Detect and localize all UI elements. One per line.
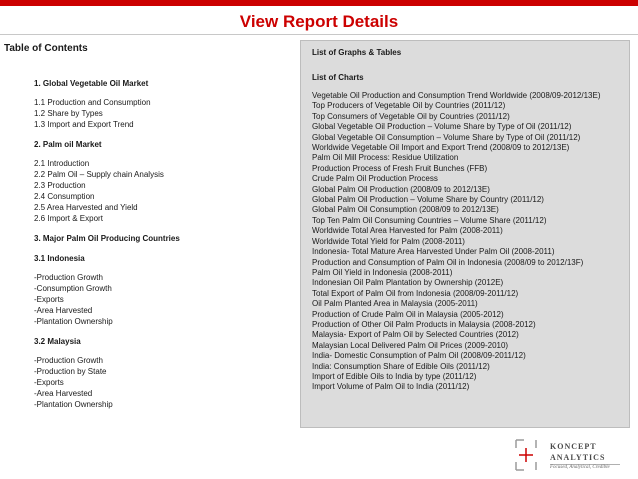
toc-section-title: 3.2 Malaysia <box>34 337 81 346</box>
chart-list-item: Production of Crude Palm Oil in Malaysia (2005-2012) <box>312 309 504 319</box>
toc-section-title: 3.1 Indonesia <box>34 254 85 263</box>
page-title: View Report Details <box>239 12 399 31</box>
chart-list-item: Malaysian Local Delivered Palm Oil Prices (2009-2010) <box>312 340 509 350</box>
chart-list-item: Import Volume of Palm Oil to India (2011/12) <box>312 382 470 392</box>
logo-name-line2: ANALYTICS <box>550 453 606 462</box>
chart-list-item: Import of Edible Oils to India by type (2011/12) <box>312 371 477 381</box>
toc-item: 2.6 Import & Export <box>34 214 103 223</box>
chart-list-item: Oil Palm Planted Area in Malaysia (2005-2011) <box>312 299 478 309</box>
chart-list-item: Global Palm Oil Production – Volume Share by Country (2011/12) <box>312 195 544 205</box>
chart-list-item: Malaysia- Export of Palm Oil by Selected Countries (2012) <box>312 330 519 340</box>
chart-list-item: Global Vegetable Oil Consumption – Volume Share by Type of Oil (2011/12) <box>312 132 581 142</box>
chart-list-item: Top Consumers of Vegetable Oil by Countries (2011/12) <box>312 111 510 121</box>
top-accent-bar <box>0 0 638 6</box>
toc-item: -Production by State <box>34 367 107 376</box>
chart-list-item: Production and Consumption of Palm Oil in Indonesia (2008/09 to 2012/13F) <box>312 257 584 267</box>
logo-tagline: Focused, Analytical, Credible <box>550 465 610 470</box>
chart-list-item: Global Palm Oil Consumption (2008/09 to 2012/13E) <box>312 205 499 215</box>
toc-item: -Consumption Growth <box>34 284 112 293</box>
koncept-analytics-logo-icon <box>512 438 540 472</box>
toc-heading: Table of Contents <box>4 43 88 54</box>
chart-list-item: Worldwide Total Area Harvested for Palm (2008-2011) <box>312 226 503 236</box>
toc-section-title: 1. Global Vegetable Oil Market <box>34 79 149 88</box>
list-of-graphs-panel <box>300 40 630 428</box>
chart-list-item: Indonesia- Total Mature Area Harvested Under Palm Oil (2008-2011) <box>312 247 555 257</box>
chart-list-item: Production of Other Oil Palm Products in Malaysia (2008-2012) <box>312 319 536 329</box>
toc-item: 1.2 Share by Types <box>34 109 103 118</box>
toc-item: 1.3 Import and Export Trend <box>34 120 134 129</box>
logo-name <box>550 441 605 463</box>
chart-list-item: India: Consumption Share of Edible Oils (2011/12) <box>312 361 490 371</box>
toc-item: -Area Harvested <box>34 389 93 398</box>
charts-subheading: List of Charts <box>312 73 364 82</box>
toc-item: 2.1 Introduction <box>34 159 90 168</box>
toc-item: 2.5 Area Harvested and Yield <box>34 203 138 212</box>
chart-list-item: Production Process of Fresh Fruit Bunches (FFB) <box>312 163 488 173</box>
chart-list-item: Worldwide Vegetable Oil Import and Export Trend (2008/09 to 2012/13E) <box>312 143 570 153</box>
chart-list-item: Global Palm Oil Production (2008/09 to 2012/13E) <box>312 184 490 194</box>
logo-name-line1: KONCEPT <box>550 442 597 451</box>
chart-list-item: Global Vegetable Oil Production – Volume Share by Type of Oil (2011/12) <box>312 122 572 132</box>
chart-list-item: Worldwide Total Yield for Palm (2008-2011) <box>312 236 465 246</box>
toc-item: 2.3 Production <box>34 181 86 190</box>
toc-section-title: 2. Palm oil Market <box>34 140 102 149</box>
toc-item: 1.1 Production and Consumption <box>34 98 151 107</box>
table-of-contents <box>34 78 284 410</box>
chart-list <box>312 91 618 393</box>
toc-section-title: 3. Major Palm Oil Producing Countries <box>34 234 180 243</box>
toc-item: 2.2 Palm Oil – Supply chain Analysis <box>34 170 164 179</box>
toc-item: -Area Harvested <box>34 306 93 315</box>
toc-item: -Exports <box>34 295 64 304</box>
title-divider <box>0 34 638 35</box>
chart-list-item: Indonesian Oil Palm Plantation by Ownership (2012E) <box>312 278 504 288</box>
chart-list-item: Crude Palm Oil Production Process <box>312 174 438 184</box>
company-logo <box>512 438 632 474</box>
chart-list-item: Total Export of Palm Oil from Indonesia (2008/09-2011/12) <box>312 288 519 298</box>
chart-list-item: Vegetable Oil Production and Consumption Trend Worldwide (2008/09-2012/13E) <box>312 91 601 100</box>
chart-list-item: India- Domestic Consumption of Palm Oil (2008/09-2011/12) <box>312 351 526 361</box>
toc-item: -Plantation Ownership <box>34 400 113 409</box>
chart-list-item: Palm Oil Yield in Indonesia (2008-2011) <box>312 267 453 277</box>
chart-list-item: Top Producers of Vegetable Oil by Countries (2011/12) <box>312 101 506 111</box>
toc-item: -Exports <box>34 378 64 387</box>
chart-list-item: Top Ten Palm Oil Consuming Countries – Volume Share (2011/12) <box>312 215 547 225</box>
toc-item: 2.4 Consumption <box>34 192 95 201</box>
toc-item: -Plantation Ownership <box>34 317 113 326</box>
toc-item: -Production Growth <box>34 273 103 282</box>
graphs-heading: List of Graphs & Tables <box>312 48 402 57</box>
chart-list-item: Palm Oil Mill Process: Residue Utilization <box>312 153 459 163</box>
toc-item: -Production Growth <box>34 356 103 365</box>
